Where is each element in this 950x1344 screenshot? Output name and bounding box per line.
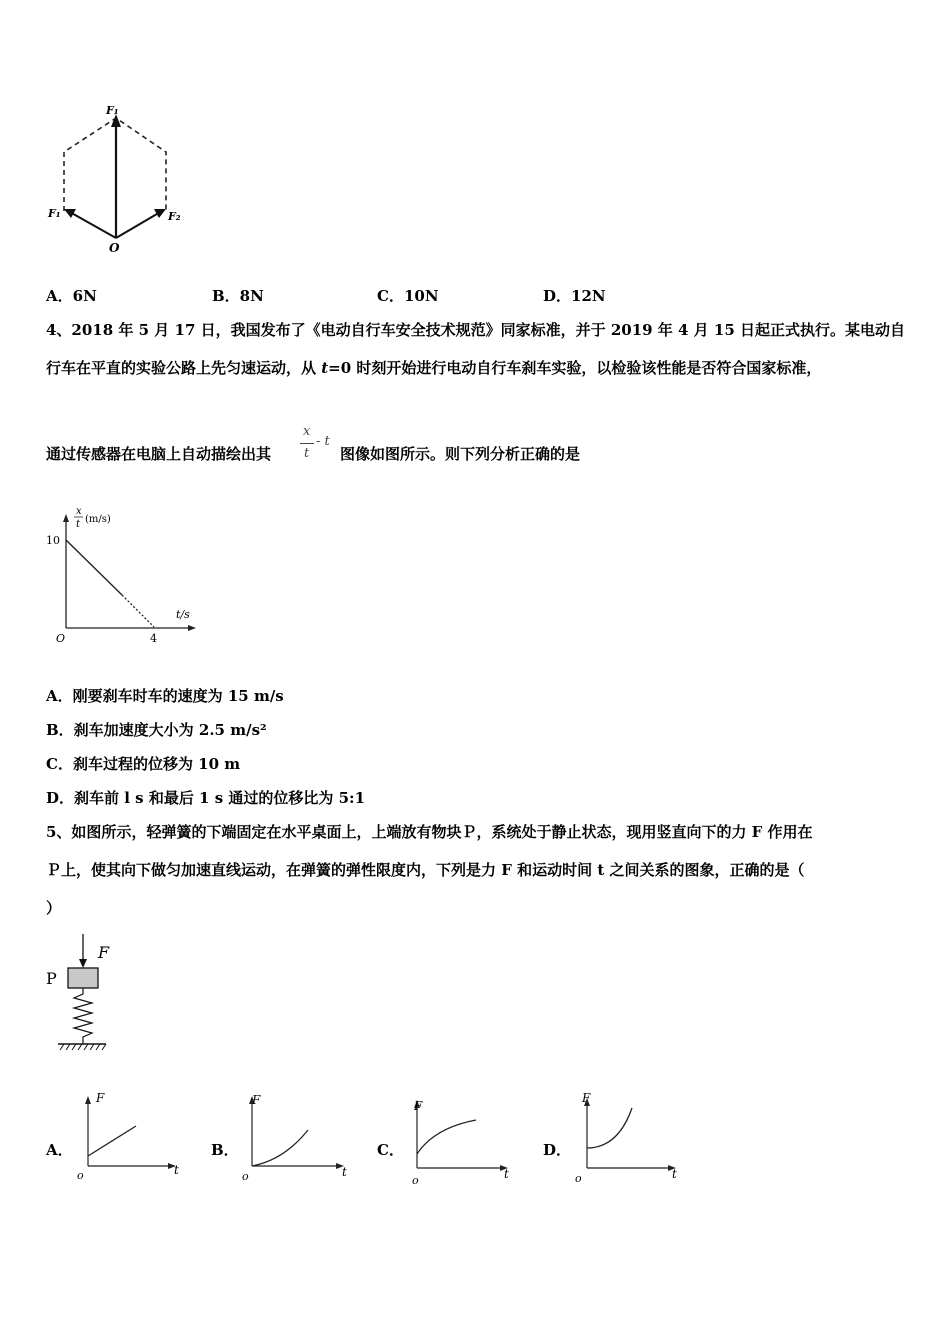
q4-xt-graph xyxy=(40,500,210,650)
vector-right xyxy=(116,211,162,238)
curve-concave-up xyxy=(252,1130,308,1166)
y-arrow xyxy=(85,1096,91,1104)
q3-option-b: B．8N xyxy=(212,287,264,305)
q4-option-b: B．刹车加速度大小为 2.5 m/s² xyxy=(46,721,267,739)
q3-option-c: C．10N xyxy=(377,287,439,305)
axis-o: o xyxy=(412,1174,419,1187)
axis-f: F xyxy=(252,1093,261,1107)
q5-option-b-letter: B． xyxy=(211,1141,239,1159)
q4-line-1: 4、2018 年 5 月 17 日，我国发布了《电动自行车安全技术规范》同家标准，并于 2019 年 4 月 15 日起正式执行。某电动自 xyxy=(46,321,906,339)
q5-option-c-letter: C． xyxy=(377,1141,404,1159)
q4-option-a: A．刚要刹车时车的速度为 15 m/s xyxy=(46,687,284,705)
y-axis-arrow xyxy=(63,514,69,522)
block-p xyxy=(68,968,98,988)
q5-line-2: Ｐ上，使其向下做匀加速直线运动，在弹簧的弹性限度内，下列是力 F 和运动时间 t 之间关系的图象，正确的是（ xyxy=(46,861,805,879)
curve-concave-down xyxy=(417,1120,476,1154)
label-origin: O xyxy=(109,241,120,255)
q5-graph-c xyxy=(404,1092,519,1187)
q4-fraction-num: x xyxy=(303,424,311,439)
q4-fraction-den: t xyxy=(304,446,310,461)
series-dotted-line xyxy=(122,595,154,627)
axis-f: F xyxy=(414,1099,423,1113)
q4-line-2 xyxy=(46,358,821,378)
q4-option-c: C．刹车过程的位移为 10 m xyxy=(46,755,241,773)
force-arrow-head xyxy=(79,959,87,968)
q4-fraction-bar xyxy=(300,443,314,444)
q4-line-2-a: 行车在平直的实验公路上先匀速运动，从 xyxy=(46,359,322,377)
force-diagram xyxy=(40,100,200,260)
ylabel-unit: (m/s) xyxy=(85,514,111,525)
y-tick-10: 10 xyxy=(46,534,60,547)
spring-block-figure xyxy=(40,932,130,1057)
q4-line-2-b: =0 时刻开始进行电动自行车刹车实验，以检验该性能是否符合国家标准， xyxy=(328,359,822,377)
curve-offset-concave-up xyxy=(587,1108,632,1148)
axis-o: o xyxy=(242,1170,249,1183)
label-f: F xyxy=(98,943,110,962)
q4-line-3-b: 图像如图所示。则下列分析正确的是 xyxy=(340,445,581,463)
q5-option-d-letter: D． xyxy=(543,1141,572,1159)
ylabel-den: t xyxy=(76,519,81,530)
label-f-right: F₂ xyxy=(168,210,181,223)
x-tick-4: 4 xyxy=(150,632,157,645)
axis-t: t xyxy=(342,1165,347,1179)
curve-linear xyxy=(88,1126,136,1156)
x-axis-arrow xyxy=(188,625,196,631)
q4-line-3-a: 通过传感器在电脑上自动描绘出其 xyxy=(46,445,272,463)
series-solid-line xyxy=(66,540,122,595)
axis-f: F xyxy=(96,1091,105,1105)
axis-f: F xyxy=(582,1091,591,1105)
q3-option-a: A．6N xyxy=(46,287,97,305)
q5-line-1: 5、如图所示，轻弹簧的下端固定在水平桌面上，上端放有物块Ｐ，系统处于静止状态，现用竖直向下的力 F 作用在 xyxy=(46,823,813,841)
ground-hatch xyxy=(60,1044,106,1050)
vector-left xyxy=(68,211,116,238)
axis-o: o xyxy=(77,1169,84,1182)
q3-option-d: D．12N xyxy=(543,287,606,305)
q5-option-a-letter: A． xyxy=(46,1141,73,1159)
q4-fraction-tail: - t xyxy=(316,434,330,449)
axis-t: t xyxy=(672,1167,677,1181)
xlabel: t/s xyxy=(176,608,190,621)
axis-t: t xyxy=(174,1163,179,1177)
q5-graph-a xyxy=(74,1090,184,1185)
origin-label: O xyxy=(56,632,66,645)
q4-option-d: D．刹车前 l s 和最后 1 s 通过的位移比为 5:1 xyxy=(46,789,366,807)
axis-t: t xyxy=(504,1167,509,1181)
label-p: P xyxy=(46,969,57,988)
q5-graph-b xyxy=(238,1090,353,1185)
axis-o: o xyxy=(575,1172,582,1185)
label-f-left: F₁ xyxy=(48,207,61,220)
spring xyxy=(74,988,92,1044)
label-f1-top: F₁ xyxy=(106,104,119,117)
q5-graph-d xyxy=(572,1090,687,1185)
ylabel-num: x xyxy=(76,506,82,517)
q4-line-2-t: t xyxy=(321,359,329,377)
q5-line-3: ） xyxy=(46,899,62,917)
